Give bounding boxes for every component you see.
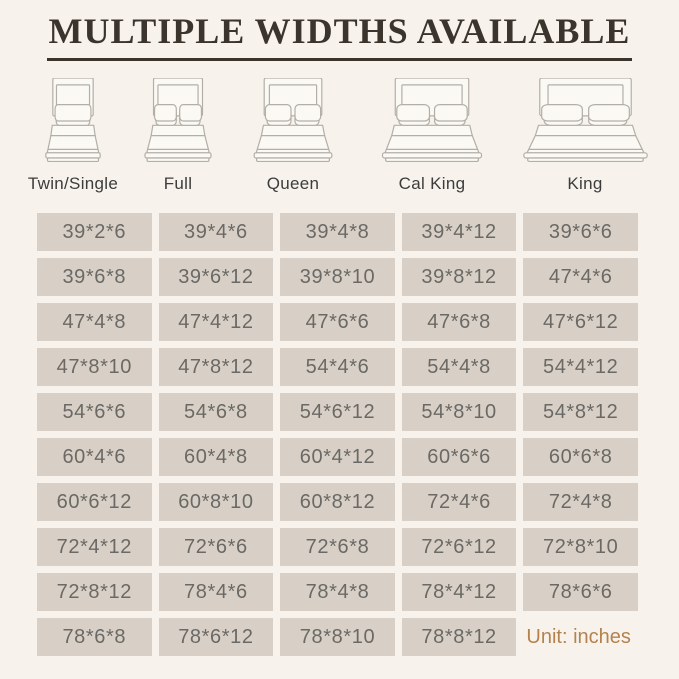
size-cell: 54*4*12 xyxy=(523,348,638,386)
bed-figure xyxy=(381,78,483,164)
size-cell: 60*6*8 xyxy=(523,438,638,476)
size-cell: 72*8*10 xyxy=(523,528,638,566)
bed-figure xyxy=(253,78,333,164)
bed-double-pillow-icon xyxy=(522,78,649,164)
size-cell: 60*4*8 xyxy=(159,438,274,476)
bed-size-label: Full xyxy=(163,174,193,193)
size-cell: 72*8*12 xyxy=(37,573,152,611)
size-cell: 78*4*8 xyxy=(280,573,395,611)
size-cell: 39*6*12 xyxy=(159,258,274,296)
size-cell: 72*6*12 xyxy=(402,528,517,566)
bed-size-label: Cal King xyxy=(398,174,466,193)
bed-size-label: Twin/Single xyxy=(27,174,119,193)
dimensions-grid xyxy=(37,213,638,656)
bed-size-label: King xyxy=(567,174,603,193)
size-cell: 60*4*12 xyxy=(280,438,395,476)
size-cell: 54*6*8 xyxy=(159,393,274,431)
bed-figure xyxy=(522,78,649,164)
size-cell: 78*6*12 xyxy=(159,618,274,656)
size-cell: 72*6*8 xyxy=(280,528,395,566)
size-cell: 39*4*6 xyxy=(159,213,274,251)
size-cell: 78*6*8 xyxy=(37,618,152,656)
size-cell: 54*4*6 xyxy=(280,348,395,386)
size-cell: 39*4*8 xyxy=(280,213,395,251)
size-cell: 47*8*12 xyxy=(159,348,274,386)
size-cell: 39*6*8 xyxy=(37,258,152,296)
size-cell: 54*6*6 xyxy=(37,393,152,431)
size-cell: 54*6*12 xyxy=(280,393,395,431)
bed-double-pillow-icon xyxy=(144,78,212,164)
bed-double-pillow-icon xyxy=(253,78,333,164)
size-cell: 47*4*8 xyxy=(37,303,152,341)
size-cell: 60*8*10 xyxy=(159,483,274,521)
size-cell: 39*8*10 xyxy=(280,258,395,296)
size-cell: 47*4*12 xyxy=(159,303,274,341)
bed-double-pillow-icon xyxy=(381,78,483,164)
size-cell: 78*8*12 xyxy=(402,618,517,656)
bed-size-label: Queen xyxy=(266,174,320,193)
size-cell: 78*4*6 xyxy=(159,573,274,611)
size-cell: 39*2*6 xyxy=(37,213,152,251)
size-cell: 60*6*6 xyxy=(402,438,517,476)
size-cell: 72*4*8 xyxy=(523,483,638,521)
size-cell: 39*4*12 xyxy=(402,213,517,251)
size-cell: 47*8*10 xyxy=(37,348,152,386)
size-cell: 78*4*12 xyxy=(402,573,517,611)
size-cell: 39*6*6 xyxy=(523,213,638,251)
page-title-text: MULTIPLE WIDTHS AVAILABLE xyxy=(47,10,633,61)
size-cell: 39*8*12 xyxy=(402,258,517,296)
size-cell: 47*6*8 xyxy=(402,303,517,341)
size-cell: 47*4*6 xyxy=(523,258,638,296)
size-cell: 72*4*6 xyxy=(402,483,517,521)
size-cell: 72*6*6 xyxy=(159,528,274,566)
size-cell: 47*6*6 xyxy=(280,303,395,341)
size-cell: 54*8*10 xyxy=(402,393,517,431)
size-cell: 60*8*12 xyxy=(280,483,395,521)
size-cell: 72*4*12 xyxy=(37,528,152,566)
page-title xyxy=(0,10,679,61)
size-cell: 78*8*10 xyxy=(280,618,395,656)
size-cell: 47*6*12 xyxy=(523,303,638,341)
size-cell: 54*4*8 xyxy=(402,348,517,386)
size-cell: 60*6*12 xyxy=(37,483,152,521)
bed-figure xyxy=(144,78,212,164)
bed-single-pillow-icon xyxy=(45,78,101,164)
size-cell: 60*4*6 xyxy=(37,438,152,476)
size-cell: 54*8*12 xyxy=(523,393,638,431)
bed-figure xyxy=(45,78,101,164)
bed-size-figures xyxy=(0,78,679,208)
size-cell: 78*6*6 xyxy=(523,573,638,611)
unit-label: Unit: inches xyxy=(526,626,631,648)
